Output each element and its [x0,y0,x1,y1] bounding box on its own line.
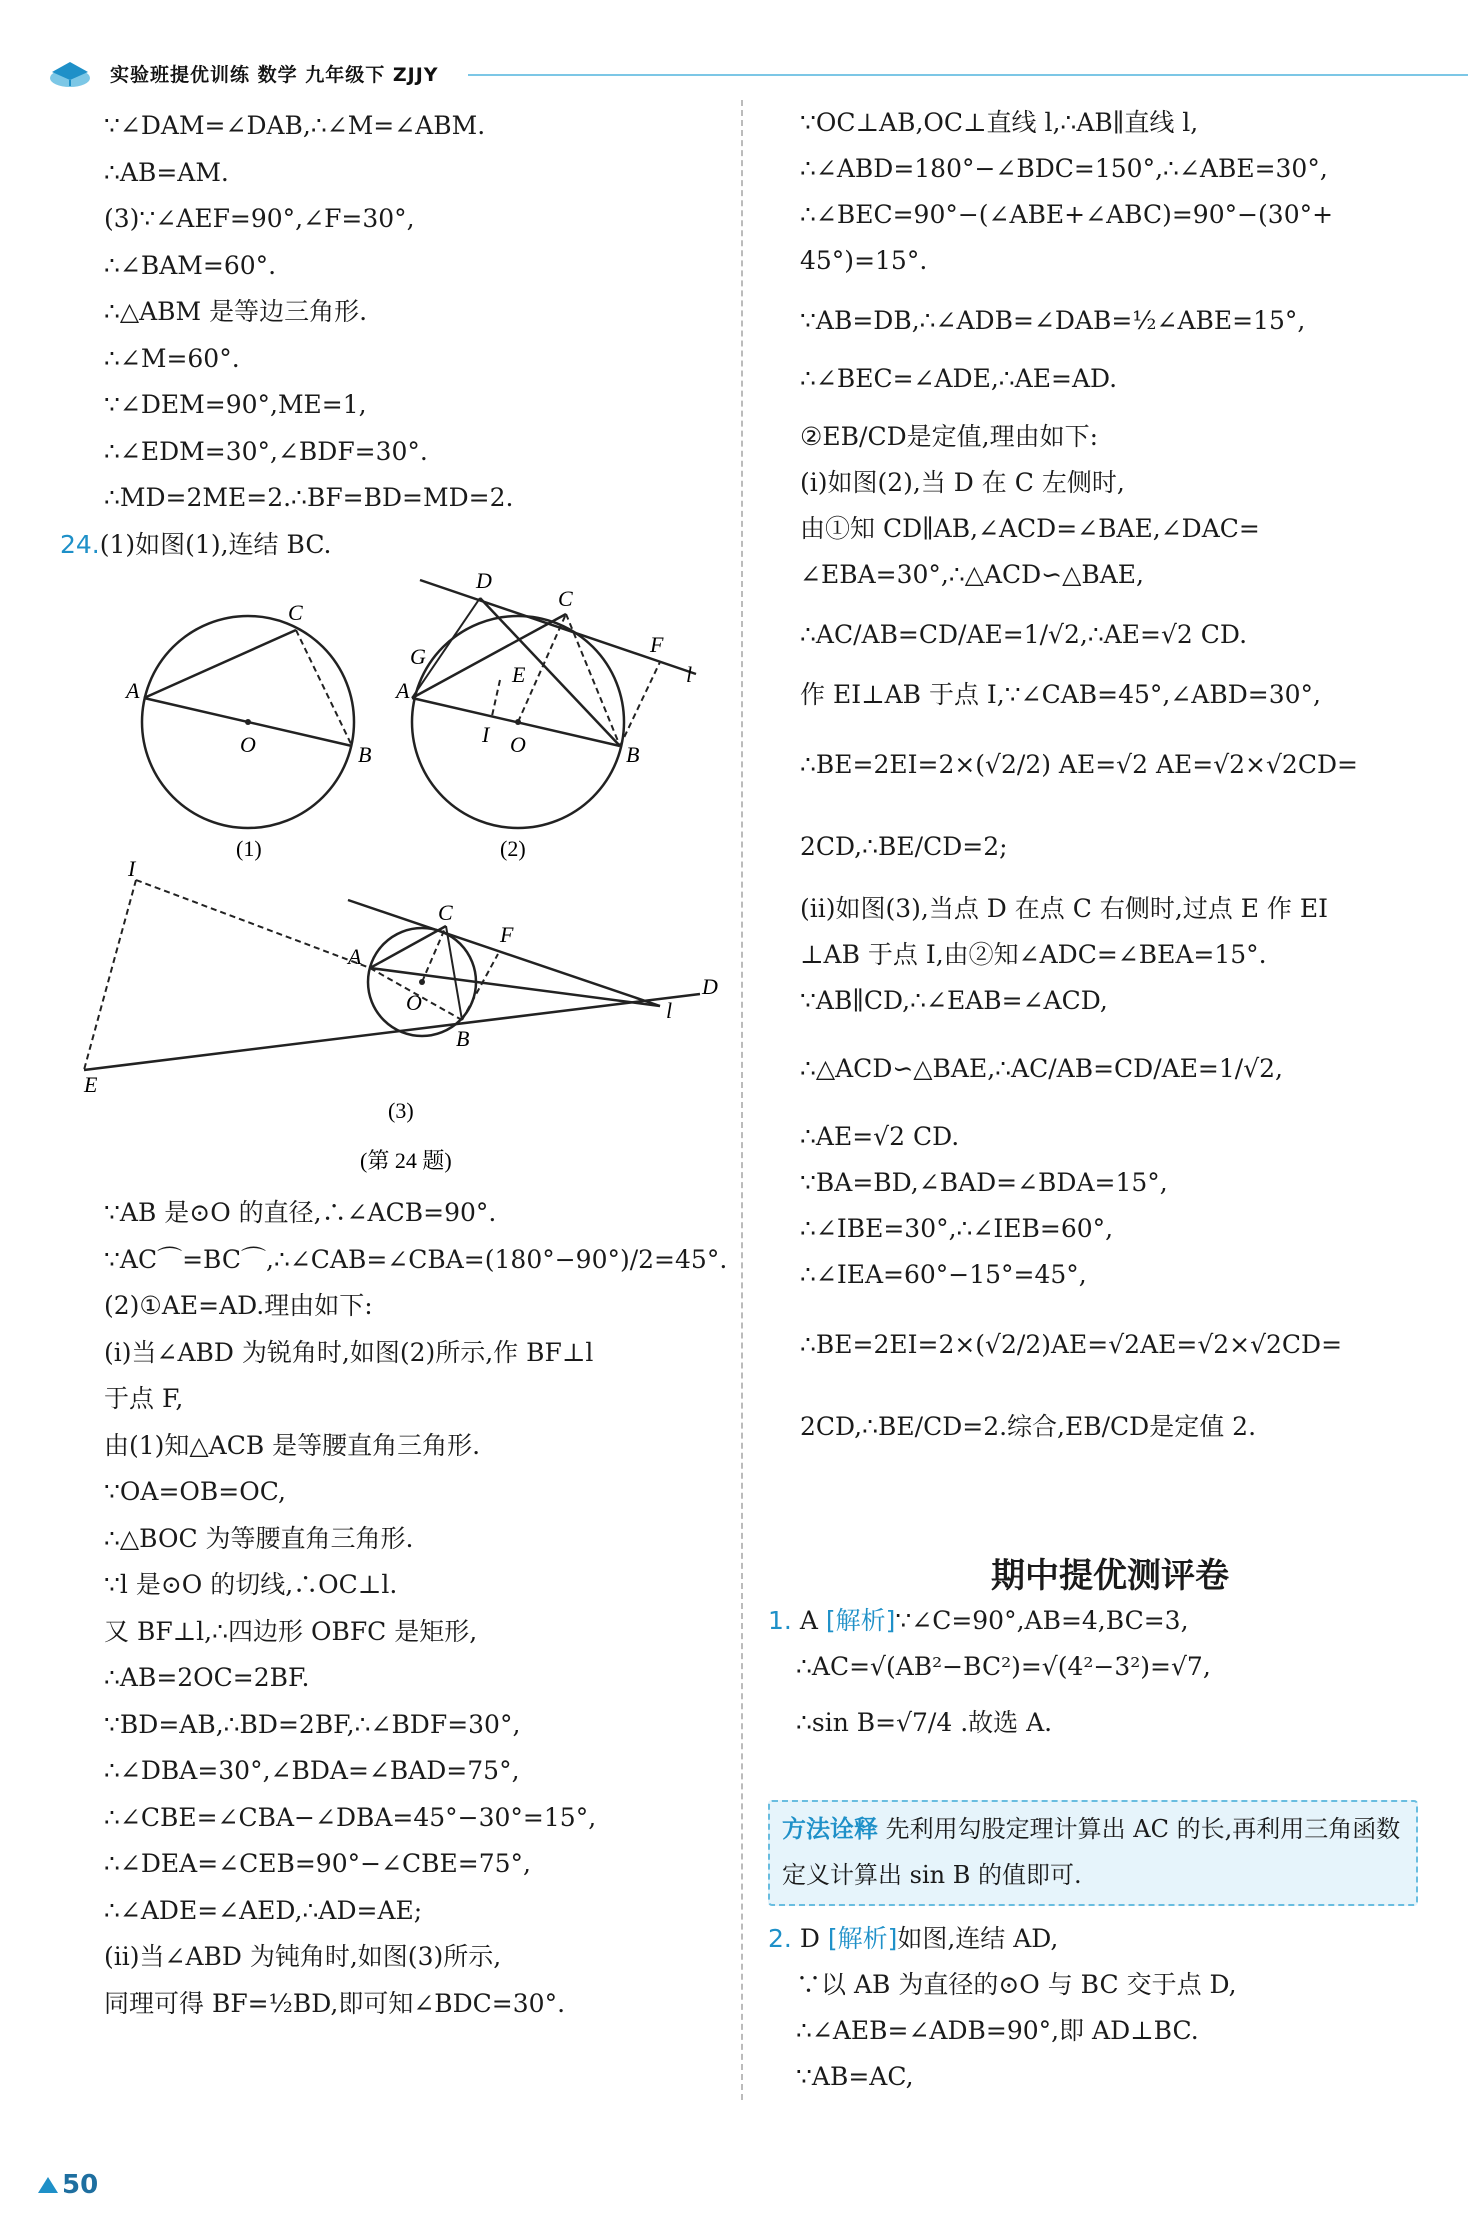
figure-3 [83,856,718,1097]
text-line: ∵AB∥CD,∴∠EAB=∠ACD, [800,986,1108,1015]
text-line: ∵l 是⊙O 的切线,∴OC⊥l. [104,1570,398,1599]
text-line: 2CD,∴BE/CD=2; [800,832,1008,861]
question-1-line [768,1598,1418,1644]
svg-text:A: A [396,678,410,703]
text-line: (ⅱ)当∠ABD 为钝角时,如图(3)所示, [104,1942,502,1971]
svg-text:F: F [650,632,664,657]
text-line: ∵AB=DB,∴∠ADB=∠DAB=½∠ABE=15°, [800,306,1306,335]
text-line: (3)∵∠AEF=90°,∠F=30°, [104,204,415,233]
text-line: ∴∠BEC=90°−(∠ABE+∠ABC)=90°−(30°+ [800,200,1334,229]
header-title: 实验班提优训练 数学 九年级下 ZJJY [110,64,439,86]
text-line: (ⅰ)当∠ABD 为锐角时,如图(2)所示,作 BF⊥l [104,1337,594,1367]
svg-text:C: C [438,900,453,925]
svg-text:B: B [456,1026,470,1051]
section-title: 期中提优测评卷 [991,1556,1229,1596]
svg-text:O: O [510,732,526,757]
svg-text:E: E [512,662,526,687]
text-line: (ⅰ)如图(2),当 D 在 C 左侧时, [800,468,1125,497]
text-line: ∴BE=2EI=2×(√2/2) AE=√2 AE=√2×√2CD= [800,750,1358,779]
text-line: ∴AE=√2 CD. [800,1122,960,1151]
svg-text:B: B [626,742,640,767]
question-1 [768,1598,1418,1746]
svg-text:C: C [288,600,303,625]
answer-letter: D [799,1924,820,1953]
left-column-bottom [104,1190,728,2027]
svg-text:O: O [240,732,256,757]
page-number [38,2170,98,2200]
text-line: ∵∠DEM=90°,ME=1, [104,390,367,419]
text-line: (2)①AE=AD.理由如下: [104,1291,373,1320]
question-number: 2. [768,1924,792,1953]
svg-text:D: D [476,568,492,593]
text-line: ∴∠CBE=∠CBA−∠DBA=45°−30°=15°, [104,1802,597,1832]
method-text: 先利用勾股定理计算出 AC 的长,再利用三角函数定义计算出 sin B 的值即可. [782,1815,1401,1889]
text-line: ∵BA=BD,∠BAD=∠BDA=15°, [800,1168,1168,1197]
text-line: ∵以 AB 为直径的⊙O 与 BC 交于点 D, [796,1970,1237,1999]
text-line: ∵AB=AC, [796,2062,914,2091]
text-line: ∵OC⊥AB,OC⊥直线 l,∴AB∥直线 l, [800,108,1199,137]
text-line: ②EB/CD是定值,理由如下: [800,422,1098,451]
figure-1-label: (1) [236,836,262,861]
svg-text:A: A [126,678,140,703]
figure-2 [394,568,696,828]
method-explanation-box [768,1800,1418,1906]
text-line: ∴∠DEA=∠CEB=90°−∠CBE=75°, [104,1849,531,1878]
text-line: ∴∠IBE=30°,∴∠IEB=60°, [800,1214,1114,1243]
text-line: ∵BD=AB,∴BD=2BF,∴∠BDF=30°, [104,1709,521,1739]
text-line: 由①知 CD∥AB,∠ACD=∠BAE,∠DAC= [800,514,1260,543]
method-tag: 方法诠释 [782,1815,878,1843]
book-logo-icon [48,58,92,88]
figure-2-label: (2) [500,836,526,861]
text-line: ∴∠DBA=30°,∠BDA=∠BAD=75°, [104,1756,520,1785]
text-line: ∴∠ADE=∠AED,∴AD=AE; [104,1895,423,1925]
text-line: ∵∠DAM=∠DAB,∴∠M=∠ABM. [104,111,486,140]
right-column [800,100,1420,1450]
text-line: 45°)=15°. [800,246,928,275]
analysis-tag: [解析] [825,1606,896,1635]
svg-text:I: I [128,856,136,881]
text-line: 又 BF⊥l,∴四边形 OBFC 是矩形, [104,1616,478,1646]
figure-1 [124,600,371,828]
svg-text:G: G [410,644,426,669]
text-line: ∴AC=√(AB²−BC²)=√(4²−3²)=√7, [796,1652,1211,1681]
page-header [48,54,1418,94]
answer-letter: A [799,1606,818,1635]
text-line: ∴AB=2OC=2BF. [104,1663,310,1692]
question-2 [768,1916,1418,2100]
svg-text:E: E [84,1072,98,1097]
svg-text:A: A [348,944,362,969]
svg-text:B: B [358,742,372,767]
svg-text:l: l [666,998,673,1023]
text-line: 由(1)知△ACB 是等腰直角三角形. [104,1430,481,1460]
column-divider [741,100,743,2100]
text-line: ∴∠EDM=30°,∠BDF=30°. [104,436,428,466]
page-number-text: 50 [62,2170,99,2200]
question-text: (1)如图(1),连结 BC. [99,529,332,559]
text-line: 同理可得 BF=½BD,即可知∠BDC=30°. [104,1988,566,2018]
question-text: 如图,连结 AD, [897,1924,1059,1953]
text-line: ∴△BOC 为等腰直角三角形. [104,1523,414,1553]
text-line: ∴AC/AB=CD/AE=1/√2,∴AE=√2 CD. [800,620,1248,649]
text-line: 于点 F, [104,1384,184,1413]
svg-text:D: D [702,974,718,999]
text-line: ∴∠BAM=60°. [104,250,277,280]
text-line: ∴△ACD∽△BAE,∴AC/AB=CD/AE=1/√2, [800,1054,1283,1083]
analysis-tag: [解析] [827,1924,898,1953]
text-line: ∴BE=2EI=2×(√2/2)AE=√2AE=√2×√2CD= [800,1330,1343,1359]
text-line: ∴∠M=60°. [104,343,240,373]
text-line: ∴∠BEC=∠ADE,∴AE=AD. [800,364,1118,393]
question-number: 24. [60,529,100,559]
text-line: ⊥AB 于点 I,由②知∠ADC=∠BEA=15°. [800,940,1267,969]
header-rule [468,74,1468,76]
figure-caption: (第 24 题) [360,1148,452,1173]
svg-text:l: l [686,662,693,687]
svg-text:F: F [500,922,514,947]
text-line: ∵AB 是⊙O 的直径,∴∠ACB=90°. [104,1198,497,1227]
figure-24 [84,568,740,1190]
svg-text:C: C [558,586,573,611]
text-line: ∵AC⌒=BC⌒,∴∠CAB=∠CBA=(180°−90°)/2=45°. [104,1244,728,1274]
figure-3-label: (3) [388,1098,414,1123]
text-line: (ⅱ)如图(3),当点 D 在点 C 右侧时,过点 E 作 EI [800,894,1328,923]
text-line: ∴MD=2ME=2.∴BF=BD=MD=2. [104,483,514,512]
text-line: 作 EI⊥AB 于点 I,∵∠CAB=45°,∠ABD=30°, [800,680,1321,709]
text-line: ∴∠IEA=60°−15°=45°, [800,1260,1087,1289]
left-column-top [60,103,724,568]
text-line: ∴AB=AM. [104,157,229,187]
text-line: ∴∠ABD=180°−∠BDC=150°,∴∠ABE=30°, [800,154,1328,183]
text-line: 2CD,∴BE/CD=2.综合,EB/CD是定值 2. [800,1412,1257,1441]
question-text: ∵∠C=90°,AB=4,BC=3, [895,1606,1189,1635]
question-2-line [768,1916,1418,1962]
question-24-intro [60,522,724,569]
question-number: 1. [768,1606,792,1635]
text-line: ∴∠AEB=∠ADB=90°,即 AD⊥BC. [796,2016,1199,2045]
text-line: ∠EBA=30°,∴△ACD∽△BAE, [800,560,1144,589]
page-marker-icon [38,2177,58,2193]
text-line: ∴△ABM 是等边三角形. [104,297,368,326]
text-line: ∵OA=OB=OC, [104,1477,286,1506]
text-line: ∴sin B=√7/4 .故选 A. [796,1708,1053,1737]
svg-text:I: I [482,722,490,747]
svg-text:O: O [406,990,422,1015]
